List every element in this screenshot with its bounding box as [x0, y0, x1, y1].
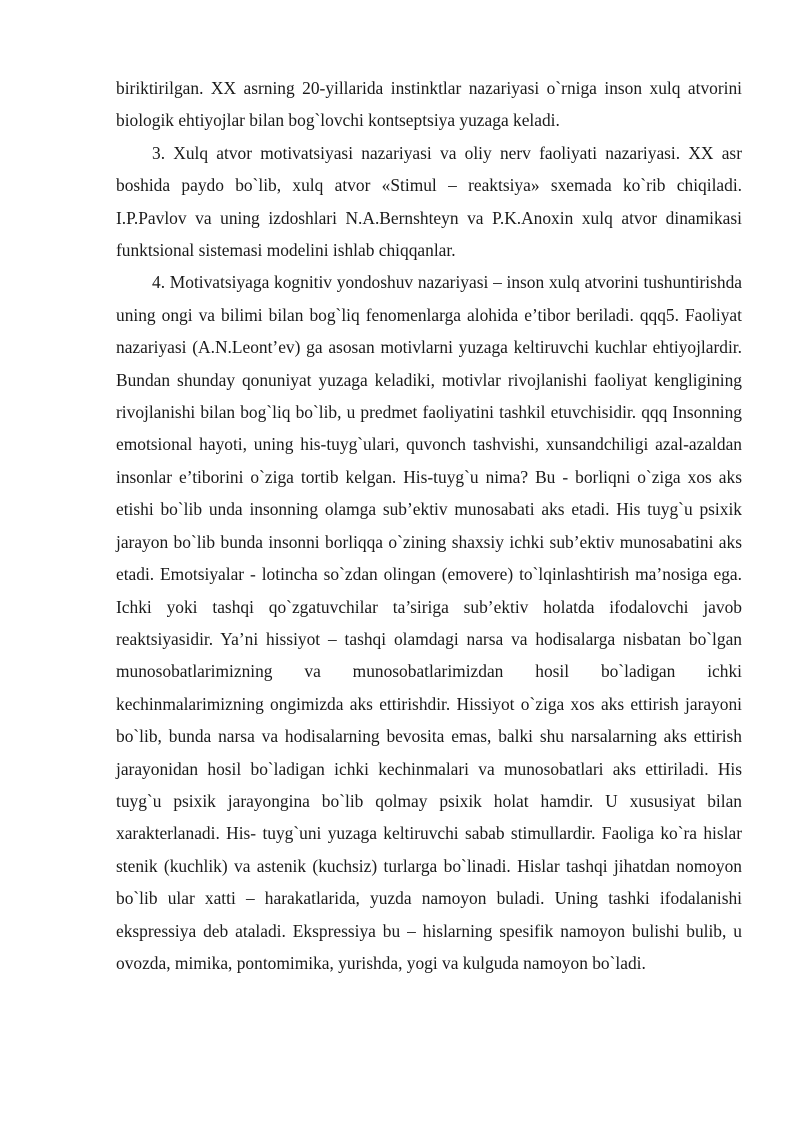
document-body	[116, 72, 742, 979]
paragraph-cognitive-approach: 4. Motivatsiyaga kognitiv yondoshuv nazariyasi – inson xulq atvorini tushuntirishda uning ongi va bilimi bilan bog`liq fenomenlarga alohida e’tibor beriladi. qqq5. Faoliyat nazariyasi (A.N.Leont’ev) ga asosan motivlarni yuzaga keltiruvchi kuchlar ehtiyojlardir. Bundan shunday qonuniyat yuzaga keladiki, motivlar rivojlanishi faoliyat kengligining rivojlanishi bilan bog`liq bo`lib, u predmet faoliyatini tashkil etuvchisidir. qqq Insonning emotsional hayoti, uning his-tuyg`ulari, quvonch tashvishi, xunsandchiligi azal-azaldan insonlar e’tiborini o`ziga tortib kelgan. His-tuyg`u nima? Bu - borliqni o`ziga xos aks etishi bo`lib unda insonning olamga sub’ektiv munosabati aks etadi. His tuyg`u psixik jarayon bo`lib bunda insonni borliqqa o`zining shaxsiy ichki sub’ektiv munosabatini aks etadi. Emotsiyalar - lotincha so`zdan olingan (emovere) to`lqinlashtirish ma’nosiga ega. Ichki yoki tashqi qo`zgatuvchilar ta’siriga sub’ektiv holatda ifodalovchi javob reaktsiyasidir. Ya’ni hissiyot – tashqi olamdagi narsa va hodisalarga nisbatan bo`lgan munosobatlarimizning va munosobatlarimizdan hosil bo`ladigan ichki kechinmalarimizning ongimizda aks ettirishdir. Hissiyot o`ziga xos aks ettirish jarayoni bo`lib, bunda narsa va hodisalarning bevosita emas, balki shu narsalarning aks ettirish jarayonidan hosil bo`ladigan ichki kechinmalari va munosobatlari aks ettiriladi. His tuyg`u psixik jarayongina bo`lib qolmay psixik holat hamdir. U xususiyat bilan xarakterlanadi. His- tuyg`uni yuzaga keltiruvchi sabab stimullardir. Faoliga ko`ra hislar stenik (kuchlik) va astenik (kuchsiz) turlarga bo`linadi. Hislar tashqi jihatdan nomoyon bo`lib ular xatti – harakatlarida, yuzda namoyon buladi. Uning tashki ifodalanishi ekspressiya deb ataladi. Ekspressiya bu – hislarning spesifik namoyon bulishi bulib, u ovozda, mimika, pontomimika, yurishda, yogi va kulguda namoyon bo`ladi.	[116, 272, 742, 973]
paragraph-motivation-theory: 3. Xulq atvor motivatsiyasi nazariyasi va oliy nerv faoliyati nazariyasi. XX asr boshida paydo bo`lib, xulq atvor «Stimul – reaktsiya» sxemada ko`rib chiqiladi. I.P.Pavlov va uning izdoshlari N.A.Bernshteyn va P.K.Anoxin xulq atvor dinamikasi funktsional sistemasi modelini ishlab chiqqanlar.	[116, 142, 742, 261]
paragraph-instinct-theory: biriktirilgan. XX asrning 20-yillarida instinktlar nazariyasi o`rniga inson xulq atvorini biologik ehtiyojlar bilan bog`lovchi kontseptsiya yuzaga keladi.	[116, 78, 742, 131]
